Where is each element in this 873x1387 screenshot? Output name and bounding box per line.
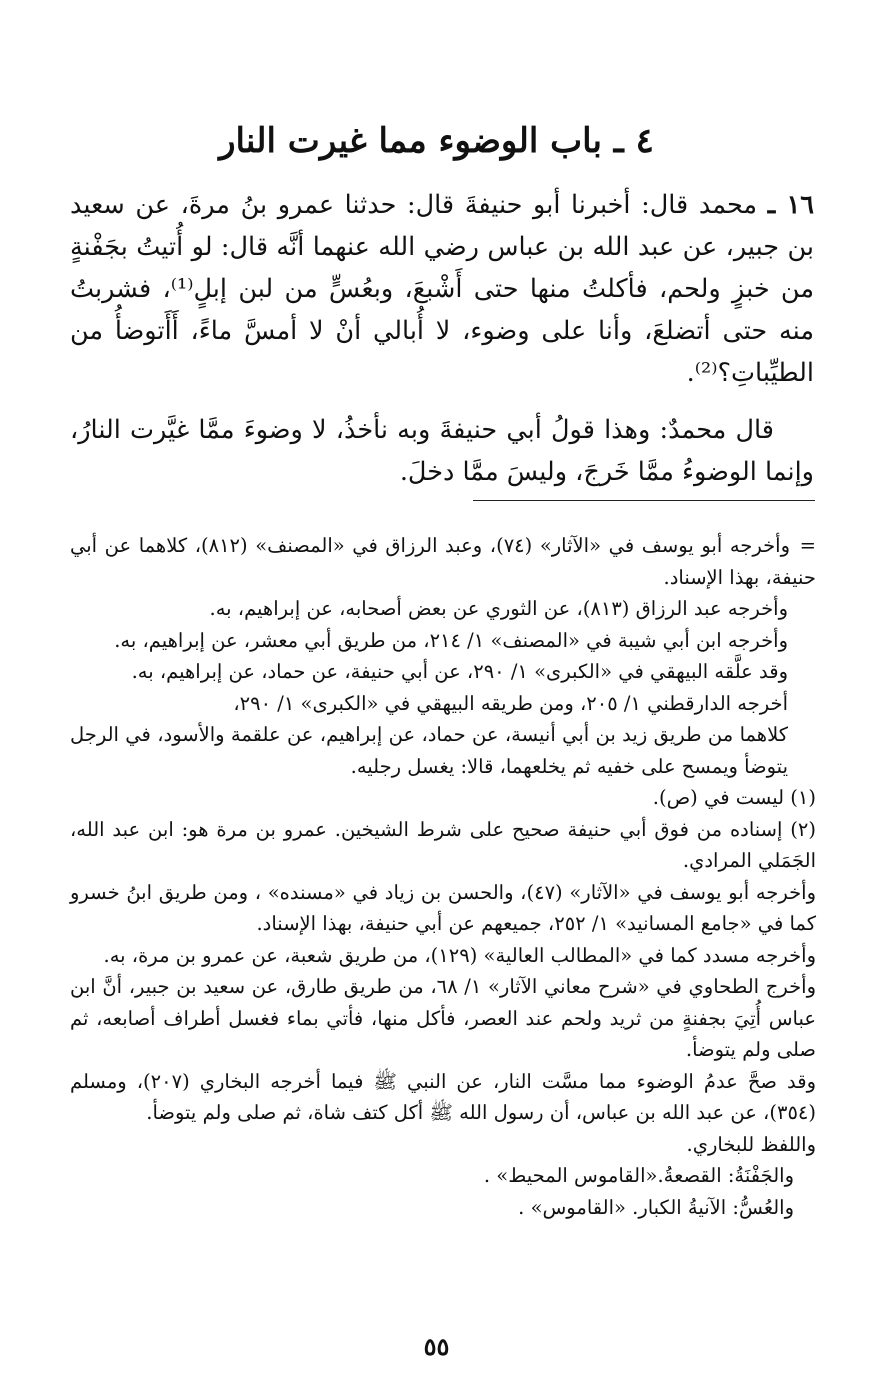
footnote-line: والجَفْنَةُ: القصعةُ.«القاموس المحيط» . [483,1164,794,1187]
footnote-line: أخرجه الدارقطني ١/ ٢٠٥، ومن طريقه البيهقي في «الكبرى» ١/ ٢٩٠، [233,691,788,715]
footnotes [70,530,816,1223]
footnote-line: =وأخرجه أبو يوسف في «الآثار» (٧٤)، وعبد الرزاق في «المصنف» (٨١٢)، كلاهما عن أبي حنيفة، بهذا الإسناد. [70,530,816,593]
footnote-line: وأخرجه أبو يوسف في «الآثار» (٤٧)، والحسن بن زياد في «مسنده» ، ومن طريق ابنُ خسرو كما في «جامع المسانيد» ١/ ٢٥٢، جميعهم عن أبي حنيفة، بهذا الإسناد. [70,880,816,935]
footnote-line: والعُسُّ: الآنيةُ الكبار. «القاموس» . [518,1195,794,1219]
footnote-line: وأخرجه عبد الرزاق (٨١٣)، عن الثوري عن بعض أصحابه، عن إبراهيم، به. [209,597,788,620]
footnote-1: (١) ليست في (ص). [652,786,816,809]
footnote-line: كلاهما من طريق زيد بن أبي أنيسة، عن حماد، عن إبراهيم، عن علقمة والأسود، في الرجل يتوضأ ويمسح على خفيه ثم يخلعهما، قالا: يغسل رجليه. [70,723,788,778]
footnote-2: (٢) إسناده من فوق أبي حنيفة صحيح على شرط الشيخين. عمرو بن مرة هو: ابن عبد الله، الجَمَلي المرادي. [70,817,816,872]
hadith-number: ١٦ ـ [767,190,814,220]
footnote-line: وقد صحَّ عدمُ الوضوء مما مسَّت النار، عن النبي ﷺ فيما أخرجه البخاري (٢٠٧)، ومسلم (٣٥٤)، عن عبد الله بن عباس، أن رسول الله ﷺ أكل كتف شاة، ثم صلى ولم يتوضأ. [70,1069,817,1124]
hadith-comment: قال محمدٌ: وهذا قولُ أبي حنيفةَ وبه نأخذُ، لا وضوءَ ممَّا غيَّرت النارُ، وإنما الوضوءُ ممَّا خَرجَ، وليسَ ممَّا دخلَ. [70,415,814,487]
footnote-line: واللفظ للبخاري. [686,1132,816,1156]
hadith-body [70,184,814,493]
hadith-paragraph [70,184,814,394]
footnote-line: وأخرج الطحاوي في «شرح معاني الآثار» ١/ ٦٨، من طريق طارق، عن سعيد بن جبير، أنَّ ابن عباس أُتِيَ بجفنةٍ من ثريد ولحم عند العصر، فأكل منها، فأتي بماء فغسل أطراف أصابعه، ثم صلى ولم يتوضأ. [70,975,816,1061]
chapter-title: ٤ ـ باب الوضوء مما غيرت النار [219,121,654,161]
footnote-line: وقد علَّقه البيهقي في «الكبرى» ١/ ٢٩٠، عن أبي حنيفة، عن حماد، عن إبراهيم، به. [131,660,788,683]
page-number: ٥٥ [423,1332,450,1361]
hadith-text: محمد قال: أخبرنا أبو حنيفةَ قال: حدثنا عمرو بنُ مرةَ، عن سعيد بن جبير، عن عبد الله بن عباس رضي الله عنهما أنَّه قال: لو أُتيتُ بجَفْنةٍ من خبزٍ ولحم، فأكلتُ منها حتى أَشْبعَ، وبعُسٍّ من لبن إبلٍ⁽¹⁾، فشربتُ منه حتى أتضلعَ، وأنا على وضوء، لا أُبالي أنْ لا أمسَّ ماءً، أَأَتوضأُ من الطيِّباتِ؟⁽²⁾. [70,190,814,388]
footnote-separator [473,500,815,501]
footnote-line: وأخرجه مسدد كما في «المطالب العالية» (١٢٩)، من طريق شعبة، عن عمرو بن مرة، به. [103,943,816,967]
continuation-mark: = [799,534,816,557]
footnote-line: وأخرجه ابن أبي شيبة في «المصنف» ١/ ٢١٤، من طريق أبي معشر، عن إبراهيم، به. [114,628,788,652]
